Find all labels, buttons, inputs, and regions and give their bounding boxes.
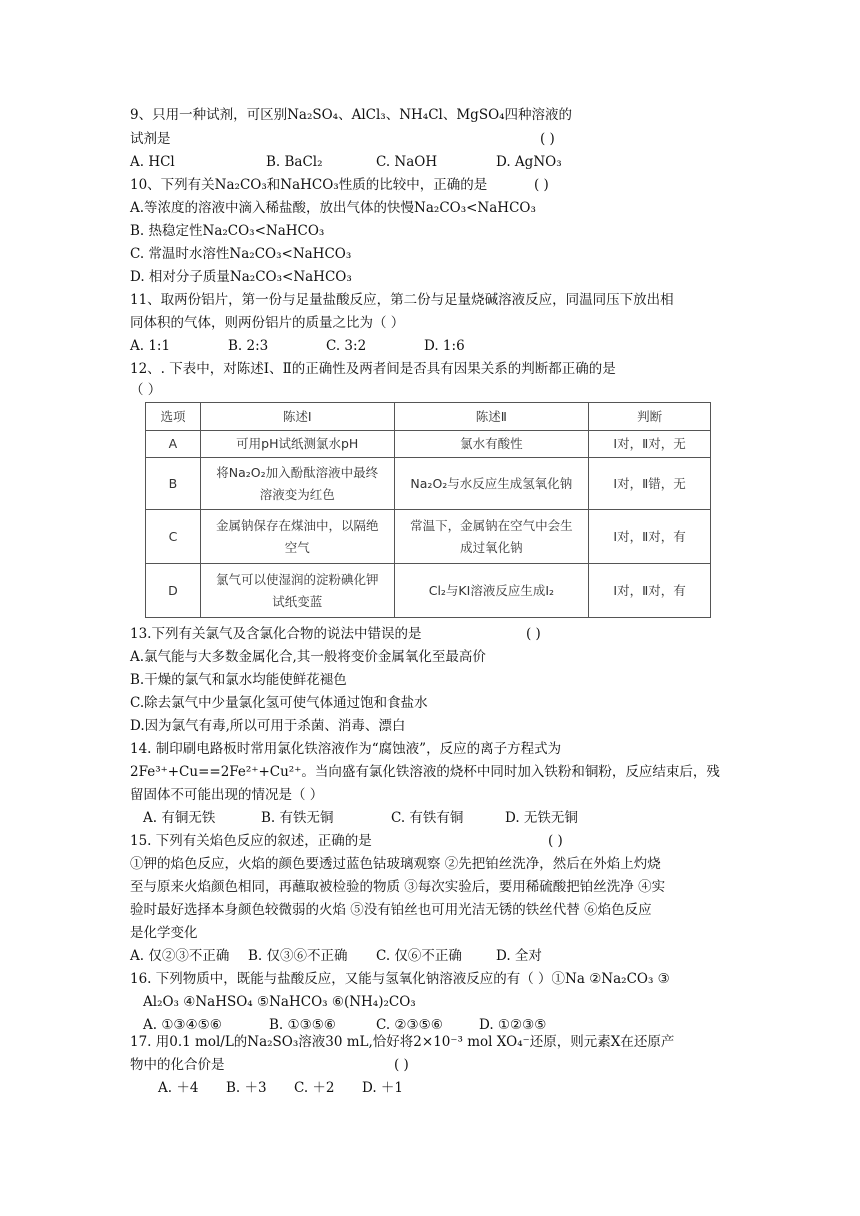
q10-option-c: C. 常温时水溶性Na₂CO₃<NaHCO₃ [130,246,352,262]
q9-option-a: A. HCl [130,154,175,170]
q15-body-line4: 是化学变化 [130,925,198,941]
q10-stem [130,176,549,194]
q11-option-c: C. 3:2 [326,338,367,354]
q16-stem-line2: Al₂O₃ ④NaHSO₄ ⑤NaHCO₃ ⑥(NH₄)₂CO₃ [143,994,416,1010]
q9-option-b: B. BaCl₂ [266,154,323,170]
q14-stem-line1: 14. 制印刷电路板时常用氯化铁溶液作为“腐蚀液”，反应的离子方程式为 [130,741,562,757]
q10-option-d: D. 相对分子质量Na₂CO₃<NaHCO₃ [130,269,352,285]
q13-stem [130,625,541,643]
q10-option-a: A.等浓度的溶液中滴入稀盐酸，放出气体的快慢Na₂CO₃<NaHCO₃ [130,200,536,216]
q15-option-c: C. 仅⑥不正确 [376,948,462,964]
row-c-statement-1 [200,510,394,564]
q11-stem-line1: 11、取两份铝片，第一份与足量盐酸反应，第二份与足量烧碱溶液反应，同温同压下放出相 [130,292,674,308]
q15-stem-text: 15. 下列有关焰色反应的叙述，正确的是 [130,833,372,849]
q10-stem-text: 10、下列有关Na₂CO₃和NaHCO₃性质的比较中，正确的是 [130,177,488,193]
q13-option-d: D.因为氯气有毒,所以可用于杀菌、消毒、漂白 [130,718,406,734]
row-c-statement-1-line1: 金属钠保存在煤油中，以隔绝 [215,517,379,533]
row-a-statement-1: 可用pH试纸测氯水pH [200,431,394,458]
q17-option-a: A. ＋4 [158,1080,199,1096]
q11-stem-line2: 同体积的气体，则两份铝片的质量之比为（ ） [130,315,405,331]
q15-option-a: A. 仅②③不正确 [130,948,230,964]
row-b-statement-1-line1: 将Na₂O₂加入酚酞溶液中最终 [216,464,379,480]
q9-stem-line2 [130,130,555,148]
q13-option-a: A.氯气能与大多数金属化合,其一般将变价金属氧化至最高价 [130,649,486,665]
row-d-judgement: Ⅰ对，Ⅱ对，有 [589,564,711,618]
q14-stem-line3: 留固体不可能出现的情况是（ ） [130,787,324,803]
q15-body-line2: 至与原来火焰颜色相同，再蘸取被检验的物质 ③每次实验后，要用稀硫酸把铂丝洗净 ④实 [130,879,666,895]
q13-option-b: B.干燥的氯气和氯水均能使鲜花褪色 [130,672,347,688]
q14-stem-line2: 2Fe³⁺+Cu==2Fe²⁺+Cu²⁺。当向盛有氯化铁溶液的烧杯中同时加入铁粉和铜粉，反应结束后，残 [130,764,720,780]
row-c-option: C [146,510,201,564]
q14-option-d: D. 无铁无铜 [505,810,578,826]
q9-option-d: D. AgNO₃ [496,154,562,170]
row-c-judgement: Ⅰ对，Ⅱ对，有 [589,510,711,564]
q17-stem-line2-text: 物中的化合价是 [130,1057,225,1073]
table-row [146,564,711,618]
q12-stem-line2: （ ） [130,382,162,398]
q15-option-d: D. 全对 [496,948,542,964]
q17-answer-paren: ( ) [394,1057,409,1073]
q13-option-c: C.除去氯气中少量氯化氢可使气体通过饱和食盐水 [130,695,428,711]
q17-stem-line2 [130,1056,409,1074]
q16-option-a: A. ①③④⑤⑥ [143,1017,222,1033]
header-judgement: 判断 [589,403,711,431]
q15-stem [130,832,563,850]
q17-option-c: C. ＋2 [294,1080,335,1096]
table-row [146,510,711,564]
q10-answer-paren: ( ) [534,177,549,193]
q16-option-d: D. ①②③⑤ [479,1017,547,1033]
q11-option-a: A. 1:1 [130,338,171,354]
row-b-judgement: Ⅰ对，Ⅱ错，无 [589,458,711,510]
header-option: 选项 [146,403,201,431]
row-b-option: B [146,458,201,510]
row-d-statement-1-line1: 氯气可以使湿润的淀粉碘化钾 [215,571,379,587]
q16-option-c: C. ②③⑤⑥ [376,1017,443,1033]
q17-option-d: D. ＋1 [362,1080,404,1096]
q15-body-line1: ①钾的焰色反应，火焰的颜色要透过蓝色钴玻璃观察 ②先把铂丝洗净，然后在外焰上灼烧 [130,856,661,872]
table-row [146,431,711,458]
q17-option-b: B. ＋3 [226,1080,267,1096]
q15-answer-paren: ( ) [548,833,563,849]
table-header-row [146,403,711,431]
row-b-statement-1-line2: 溶液变为红色 [259,486,335,502]
q15-body-line3: 验时最好选择本身颜色较微弱的火焰 ⑤没有铂丝也可用光洁无锈的铁丝代替 ⑥焰色反应 [130,902,652,918]
q12-table [145,402,711,618]
q11-option-d: D. 1:6 [424,338,465,354]
q11-option-b: B. 2:3 [228,338,269,354]
row-d-statement-1 [200,564,394,618]
row-c-statement-2-line1: 常温下，金属钠在空气中会生 [410,517,573,533]
row-d-statement-2: Cl₂与KI溶液反应生成I₂ [394,564,589,618]
row-d-option: D [146,564,201,618]
q16-option-b: B. ①③⑤⑥ [269,1017,336,1033]
q12-stem-line1: 12、. 下表中，对陈述Ⅰ、Ⅱ的正确性及两者间是否具有因果关系的判断都正确的是 [130,361,616,377]
q10-option-b: B. 热稳定性Na₂CO₃<NaHCO₃ [130,223,325,239]
q14-option-a: A. 有铜无铁 [143,810,216,826]
q13-answer-paren: ( ) [526,626,541,642]
header-statement-1: 陈述Ⅰ [200,403,394,431]
q9-option-c: C. NaOH [376,154,438,170]
row-a-statement-2: 氯水有酸性 [394,431,589,458]
row-d-statement-1-line2: 试纸变蓝 [272,593,323,609]
q13-stem-text: 13.下列有关氯气及含氯化合物的说法中错误的是 [130,626,422,642]
table-row [146,458,711,510]
q17-stem-line1: 17. 用0.1 mol/L的Na₂SO₃溶液30 mL,恰好将2×10⁻³ mol XO₄⁻还原，则元素X在还原产 [130,1034,675,1050]
q14-option-b: B. 有铁无铜 [261,810,334,826]
q14-option-c: C. 有铁有铜 [391,810,464,826]
header-statement-2: 陈述Ⅱ [394,403,589,431]
q9-stem-line1: 9、只用一种试剂，可区别Na₂SO₄、AlCl₃、NH₄Cl、MgSO₄四种溶液的 [130,107,573,123]
row-b-statement-1 [200,458,394,510]
q9-stem-line2-text: 试剂是 [130,131,171,147]
q9-answer-paren: ( ) [540,131,555,147]
row-a-option: A [146,431,201,458]
row-c-statement-2 [394,510,589,564]
q16-stem-line1: 16. 下列物质中，既能与盐酸反应，又能与氢氧化钠溶液反应的有（ ）①Na ②Na₂CO₃ ③ [130,971,670,987]
row-c-statement-1-line2: 空气 [284,539,310,555]
row-c-statement-2-line2: 成过氧化钠 [460,539,523,555]
row-a-judgement: Ⅰ对，Ⅱ对，无 [589,431,711,458]
row-b-statement-2: Na₂O₂与水反应生成氢氧化钠 [394,458,589,510]
q15-option-b: B. 仅③⑥不正确 [248,948,348,964]
